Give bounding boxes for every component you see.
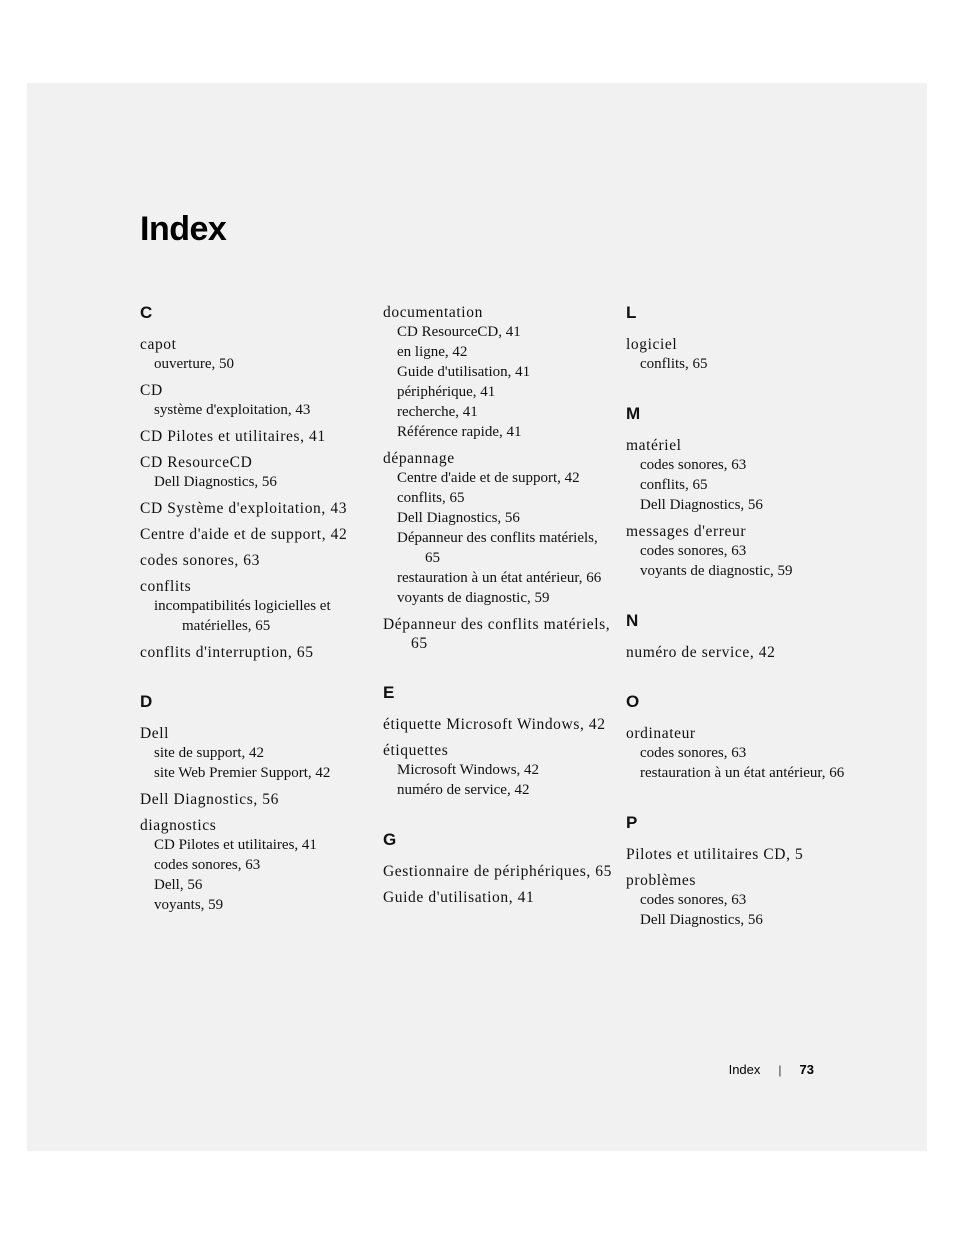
page-title: Index — [140, 210, 227, 248]
index-term: CD — [140, 382, 163, 399]
index-term: codes sonores, 63 — [140, 552, 260, 569]
section-letter: C — [140, 303, 153, 322]
footer-separator: | — [778, 1062, 782, 1077]
index-entry — [383, 741, 615, 800]
index-subentry: recherche, 41 — [397, 404, 478, 420]
index-entry — [140, 643, 372, 662]
index-entry — [626, 643, 858, 662]
index-subentry: Dépanneur des conflits matériels, 65 — [397, 530, 598, 566]
index-entry — [383, 303, 615, 442]
index-term: Dépanneur des conflits matériels, 65 — [383, 616, 611, 652]
index-subentry: Dell Diagnostics, 56 — [397, 510, 520, 526]
index-term: numéro de service, 42 — [626, 644, 776, 661]
section-letter: O — [626, 692, 640, 711]
index-term: logiciel — [626, 336, 678, 353]
index-subentry: périphérique, 41 — [397, 384, 496, 400]
index-subentry: codes sonores, 63 — [640, 892, 747, 908]
index-entry — [140, 816, 372, 915]
index-section — [626, 404, 858, 581]
section-letter: M — [626, 404, 641, 423]
index-subentry: conflits, 65 — [397, 490, 465, 506]
index-subentry: Référence rapide, 41 — [397, 424, 522, 440]
index-term: capot — [140, 336, 177, 353]
index-subentry: ouverture, 50 — [154, 356, 234, 372]
index-subentry: site de support, 42 — [154, 745, 264, 761]
index-term: conflits — [140, 578, 192, 595]
index-subentry: Guide d'utilisation, 41 — [397, 364, 531, 380]
index-subentry: système d'exploitation, 43 — [154, 402, 311, 418]
index-section — [383, 303, 615, 653]
index-entry — [626, 724, 858, 783]
index-entry — [626, 845, 858, 864]
index-term: documentation — [383, 304, 483, 321]
index-subentry: Microsoft Windows, 42 — [397, 762, 540, 778]
index-term: CD Système d'exploitation, 43 — [140, 500, 348, 517]
index-section — [140, 303, 372, 662]
index-column-2 — [383, 303, 615, 914]
index-section — [383, 683, 615, 800]
index-entry — [383, 615, 615, 653]
index-entry — [383, 888, 615, 907]
index-term: dépannage — [383, 450, 455, 467]
index-column-3 — [626, 303, 858, 937]
index-entry — [140, 577, 372, 636]
page-footer — [729, 1062, 814, 1077]
index-entry — [626, 522, 858, 581]
index-entry — [140, 499, 372, 518]
index-section — [626, 692, 858, 783]
index-entry — [140, 790, 372, 809]
index-subentry: restauration à un état antérieur, 66 — [640, 765, 845, 781]
index-subentry: numéro de service, 42 — [397, 782, 530, 798]
index-entry — [383, 862, 615, 881]
index-term: CD ResourceCD — [140, 454, 253, 471]
index-subentry: codes sonores, 63 — [640, 543, 747, 559]
index-section — [626, 611, 858, 662]
index-column-1 — [140, 303, 372, 922]
index-term: Dell Diagnostics, 56 — [140, 791, 279, 808]
index-term: Guide d'utilisation, 41 — [383, 889, 535, 906]
index-subentry: incompatibilités logicielles et matérielles, 65 — [154, 598, 331, 634]
index-subentry: Dell Diagnostics, 56 — [640, 912, 763, 928]
index-term: étiquette Microsoft Windows, 42 — [383, 716, 606, 733]
index-term: ordinateur — [626, 725, 696, 742]
index-entry — [626, 436, 858, 515]
index-entry — [140, 724, 372, 783]
index-entry — [140, 453, 372, 492]
index-entry — [383, 715, 615, 734]
index-subentry: codes sonores, 63 — [640, 457, 747, 473]
section-letter: E — [383, 683, 395, 702]
index-entry — [140, 381, 372, 420]
section-letter: G — [383, 830, 397, 849]
section-letter: N — [626, 611, 639, 630]
index-entry — [140, 551, 372, 570]
index-term: messages d'erreur — [626, 523, 747, 540]
index-subentry: voyants de diagnostic, 59 — [640, 563, 793, 579]
index-entry — [140, 525, 372, 544]
index-subentry: Centre d'aide et de support, 42 — [397, 470, 580, 486]
index-term: CD Pilotes et utilitaires, 41 — [140, 428, 326, 445]
footer-label: Index — [728, 1062, 761, 1077]
index-term: diagnostics — [140, 817, 217, 834]
section-letter: D — [140, 692, 153, 711]
index-subentry: voyants, 59 — [154, 897, 224, 913]
index-subentry: CD ResourceCD, 41 — [397, 324, 521, 340]
index-term: Pilotes et utilitaires CD, 5 — [626, 846, 804, 863]
index-entry — [383, 449, 615, 608]
index-subentry: Dell Diagnostics, 56 — [154, 474, 277, 490]
section-letter: L — [626, 303, 637, 322]
index-term: matériel — [626, 437, 682, 454]
index-subentry: en ligne, 42 — [397, 344, 468, 360]
index-subentry: Dell, 56 — [154, 877, 203, 893]
index-entry — [626, 335, 858, 374]
index-entry — [140, 335, 372, 374]
index-term: problèmes — [626, 872, 696, 889]
index-subentry: voyants de diagnostic, 59 — [397, 590, 550, 606]
index-subentry: restauration à un état antérieur, 66 — [397, 570, 602, 586]
index-subentry: conflits, 65 — [640, 477, 708, 493]
index-subentry: site Web Premier Support, 42 — [154, 765, 331, 781]
index-section — [626, 813, 858, 930]
index-term: conflits d'interruption, 65 — [140, 644, 314, 661]
index-subentry: CD Pilotes et utilitaires, 41 — [154, 837, 317, 853]
index-term: étiquettes — [383, 742, 449, 759]
index-term: Dell — [140, 725, 170, 742]
index-section — [383, 830, 615, 907]
section-letter: P — [626, 813, 638, 832]
index-term: Gestionnaire de périphériques, 65 — [383, 863, 612, 880]
index-section — [626, 303, 858, 374]
index-subentry: conflits, 65 — [640, 356, 708, 372]
page-number: 73 — [799, 1062, 814, 1077]
index-term: Centre d'aide et de support, 42 — [140, 526, 348, 543]
index-entry — [140, 427, 372, 446]
index-subentry: codes sonores, 63 — [640, 745, 747, 761]
index-section — [140, 692, 372, 915]
index-subentry: codes sonores, 63 — [154, 857, 261, 873]
index-subentry: Dell Diagnostics, 56 — [640, 497, 763, 513]
index-entry — [626, 871, 858, 930]
